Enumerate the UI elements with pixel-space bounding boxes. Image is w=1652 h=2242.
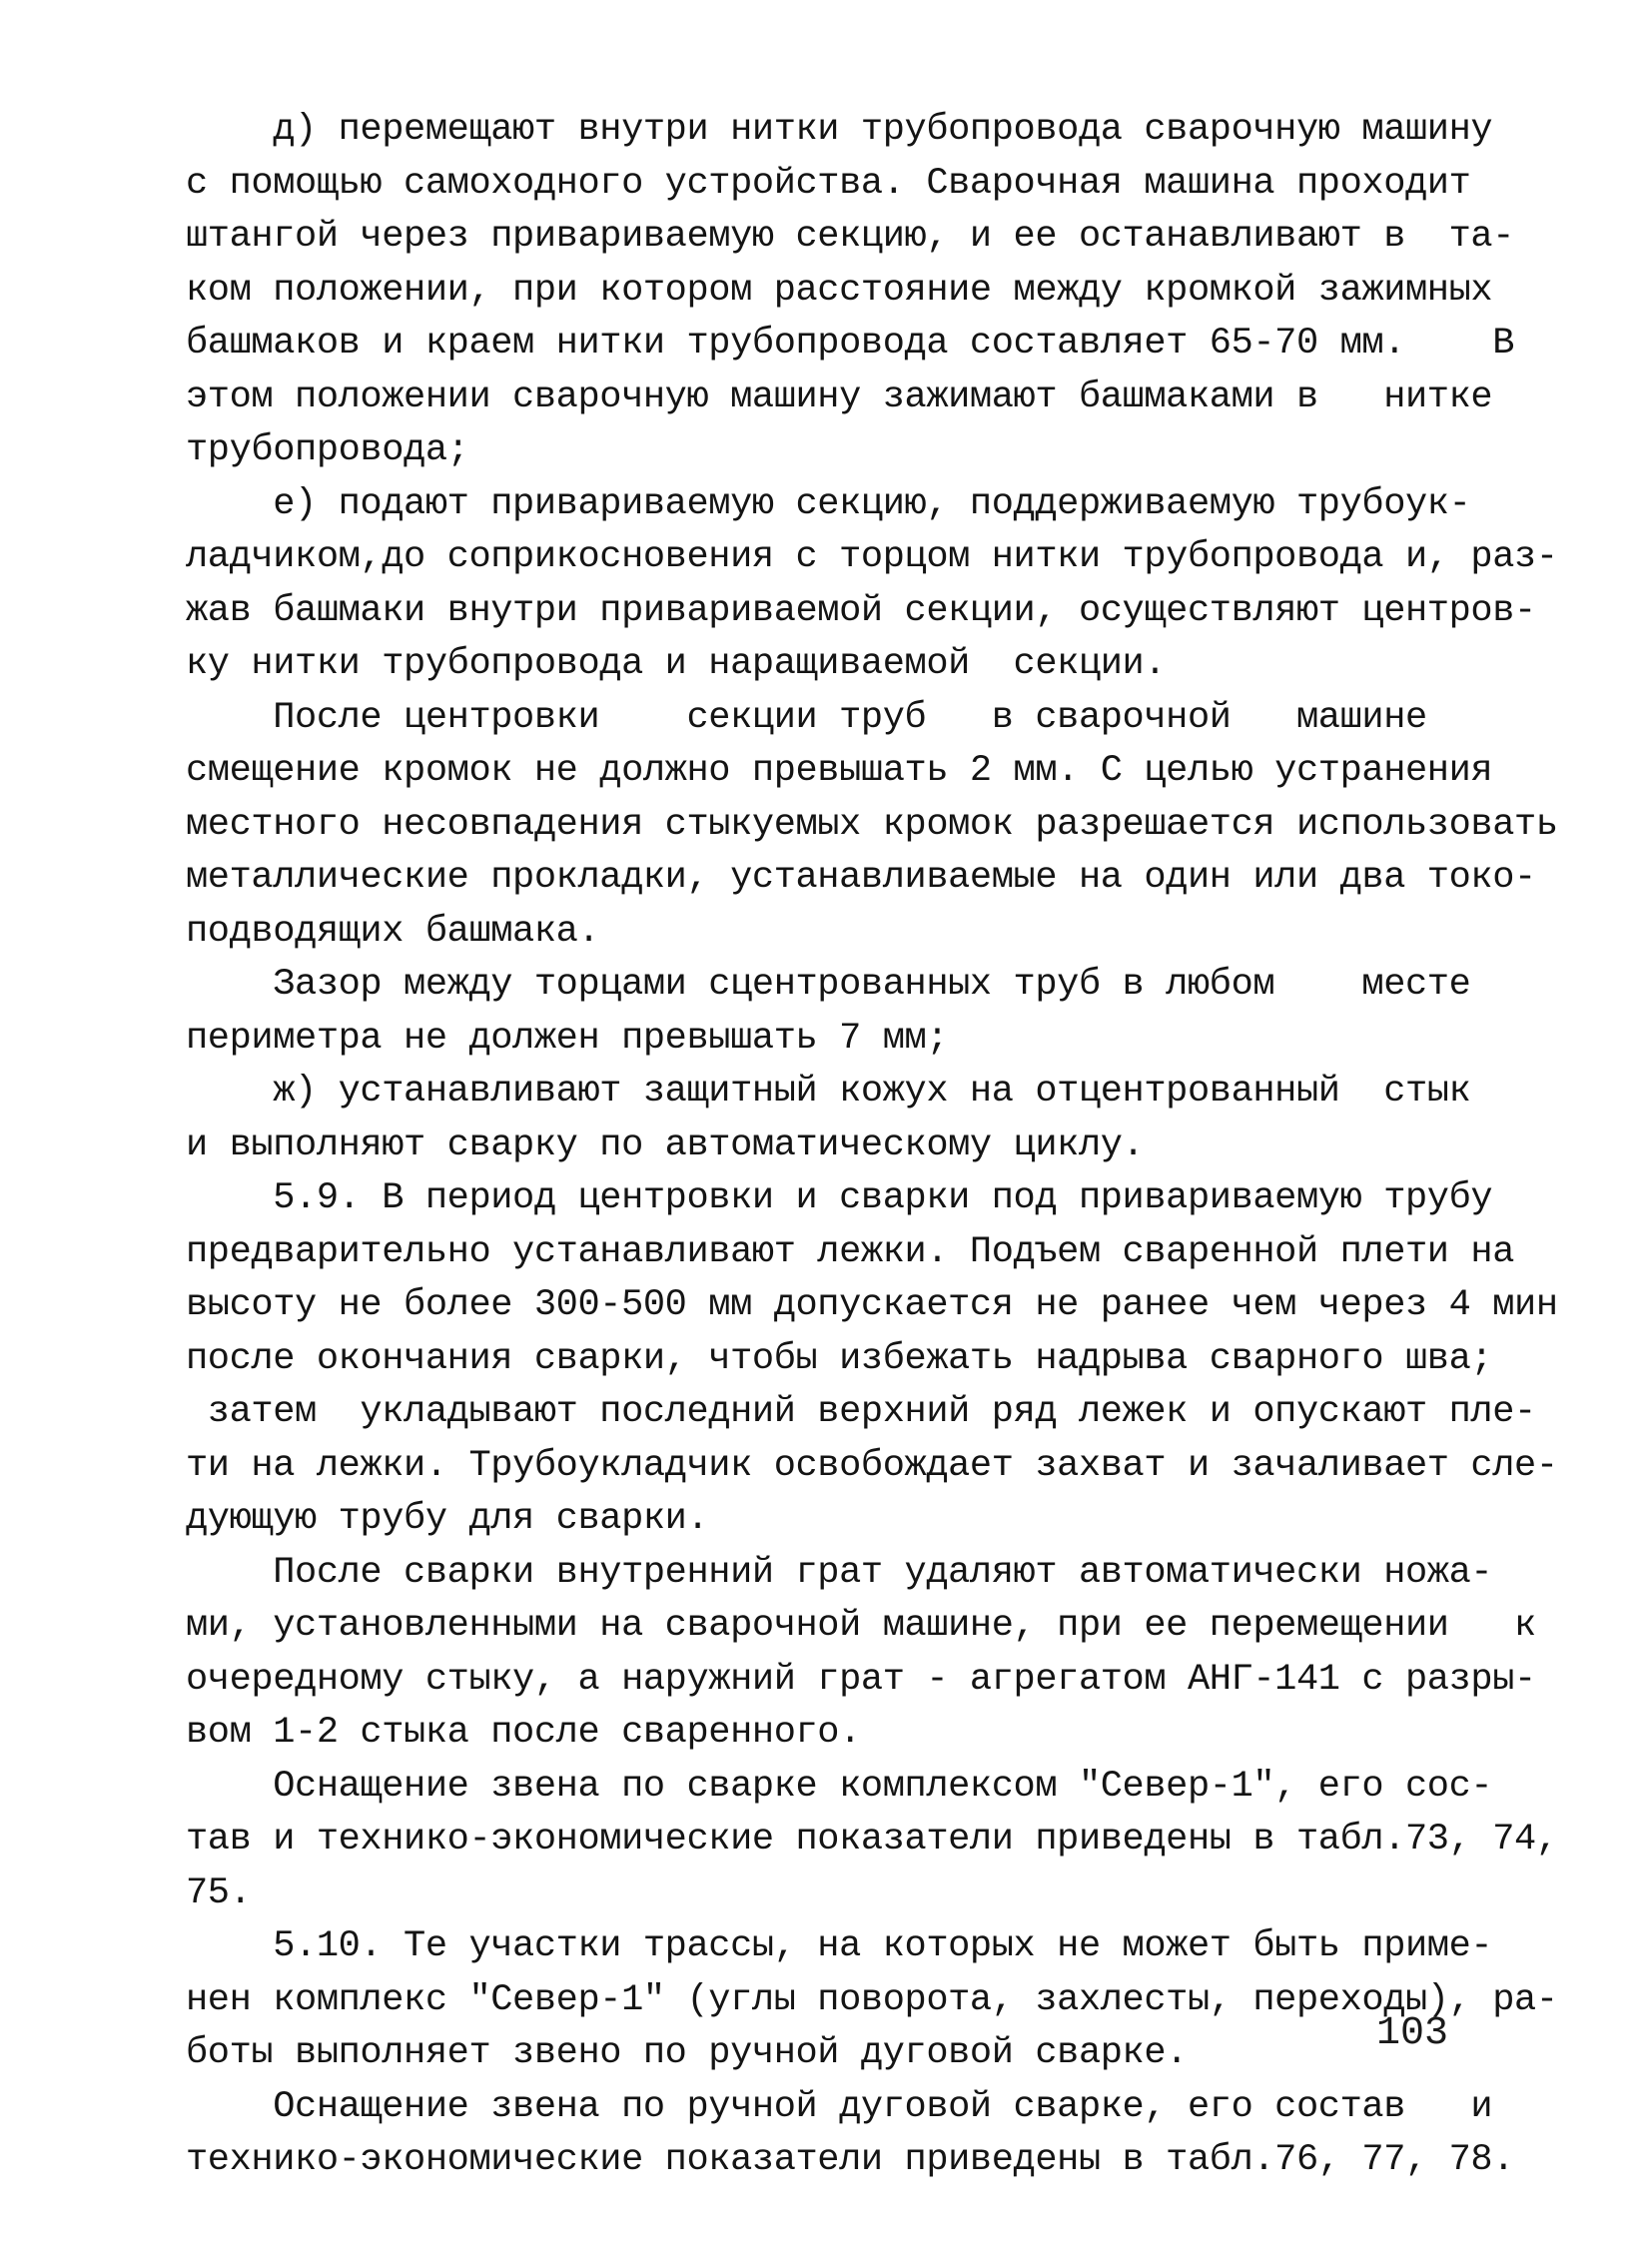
text-line: технико-экономические показатели приведены в табл.76, 77, 78. [186,2139,1515,2181]
text-line: металлические прокладки, устанавливаемые на один или два токо- [186,857,1536,899]
text-line: тав и технико-экономические показатели приведены в табл.73, 74, [186,1819,1558,1861]
text-line: ми, установленными на сварочной машине, при ее перемещении к [186,1605,1536,1647]
text-line: периметра не должен превышать 7 мм; [186,1017,949,1060]
text-line: Оснащение звена по сварке комплексом "Север-1", его сос- [186,1765,1493,1808]
text-line: 5.9. В период центровки и сварки под привариваемую трубу [186,1177,1493,1219]
text-line: е) подают привариваемую секцию, поддерживаемую трубоук- [186,482,1471,525]
page-number: 103 [1375,2011,1448,2056]
text-line: После центровки секции труб в сварочной машине [186,696,1427,739]
text-line: смещение кромок не должно превышать 2 мм. С целью устранения [186,750,1493,792]
text-line: местного несовпадения стыкуемых кромок разрешается использовать [186,803,1558,846]
text-line: ж) устанавливают защитный кожух на отцентрованный стык [186,1071,1471,1113]
text-line: штангой через привариваемую секцию, и ее останавливают в та- [186,216,1515,258]
text-line: ку нитки трубопровода и наращиваемой секции. [186,643,1167,685]
text-line: 5.10. Те участки трассы, на которых не может быть приме- [186,1925,1493,1967]
text-line: затем укладывают последний верхний ряд лежек и опускают пле- [186,1391,1536,1433]
text-line: вом 1-2 стыка после сваренного. [186,1712,861,1754]
text-line: очередному стыку, а наружний грат - агрегатом АНГ-141 с разры- [186,1658,1536,1701]
text-line: д) перемещают внутри нитки трубопровода сварочную машину [186,109,1493,151]
text-body [186,104,1558,2188]
text-line: боты выполняет звено по ручной дуговой сварке. [186,2032,1188,2074]
text-line: ладчиком,до соприкосновения с торцом нитки трубопровода и, раз- [186,536,1558,578]
text-line: ти на лежки. Трубоукладчик освобождает захват и зачаливает сле- [186,1444,1558,1487]
text-line: трубопровода; [186,429,469,471]
text-line: ком положении, при котором расстояние между кромкой зажимных [186,269,1493,312]
text-line: 75. [186,1871,252,1914]
text-line: Оснащение звена по ручной дуговой сварке, его состав и [186,2085,1493,2128]
text-line: и выполняют сварку по автоматическому циклу. [186,1123,1145,1166]
text-line: жав башмаки внутри привариваемой секции, осуществляют центров- [186,589,1536,632]
text-line: нен комплекс "Север-1" (углы поворота, захлесты, переходы), ра- [186,1978,1558,2021]
text-line: Зазор между торцами сцентрованных труб в любом месте [186,964,1471,1006]
text-line: этом положении сварочную машину зажимают башмаками в нитке [186,375,1493,418]
text-line: высоту не более 300-500 мм допускается не ранее чем через 4 мин [186,1284,1558,1326]
text-line: с помощью самоходного устройства. Сварочная машина проходит [186,162,1471,205]
text-line: дующую трубу для сварки. [186,1498,709,1540]
text-line: После сварки внутренний грат удаляют автоматически ножа- [186,1551,1493,1594]
text-line: после окончания сварки, чтобы избежать надрыва сварного шва; [186,1337,1493,1380]
text-line: подводящих башмака. [186,910,600,953]
text-line: предварительно устанавливают лежки. Подъем сваренной плети на [186,1230,1515,1273]
text-line: башмаков и краем нитки трубопровода составляет 65-70 мм. В [186,323,1515,365]
